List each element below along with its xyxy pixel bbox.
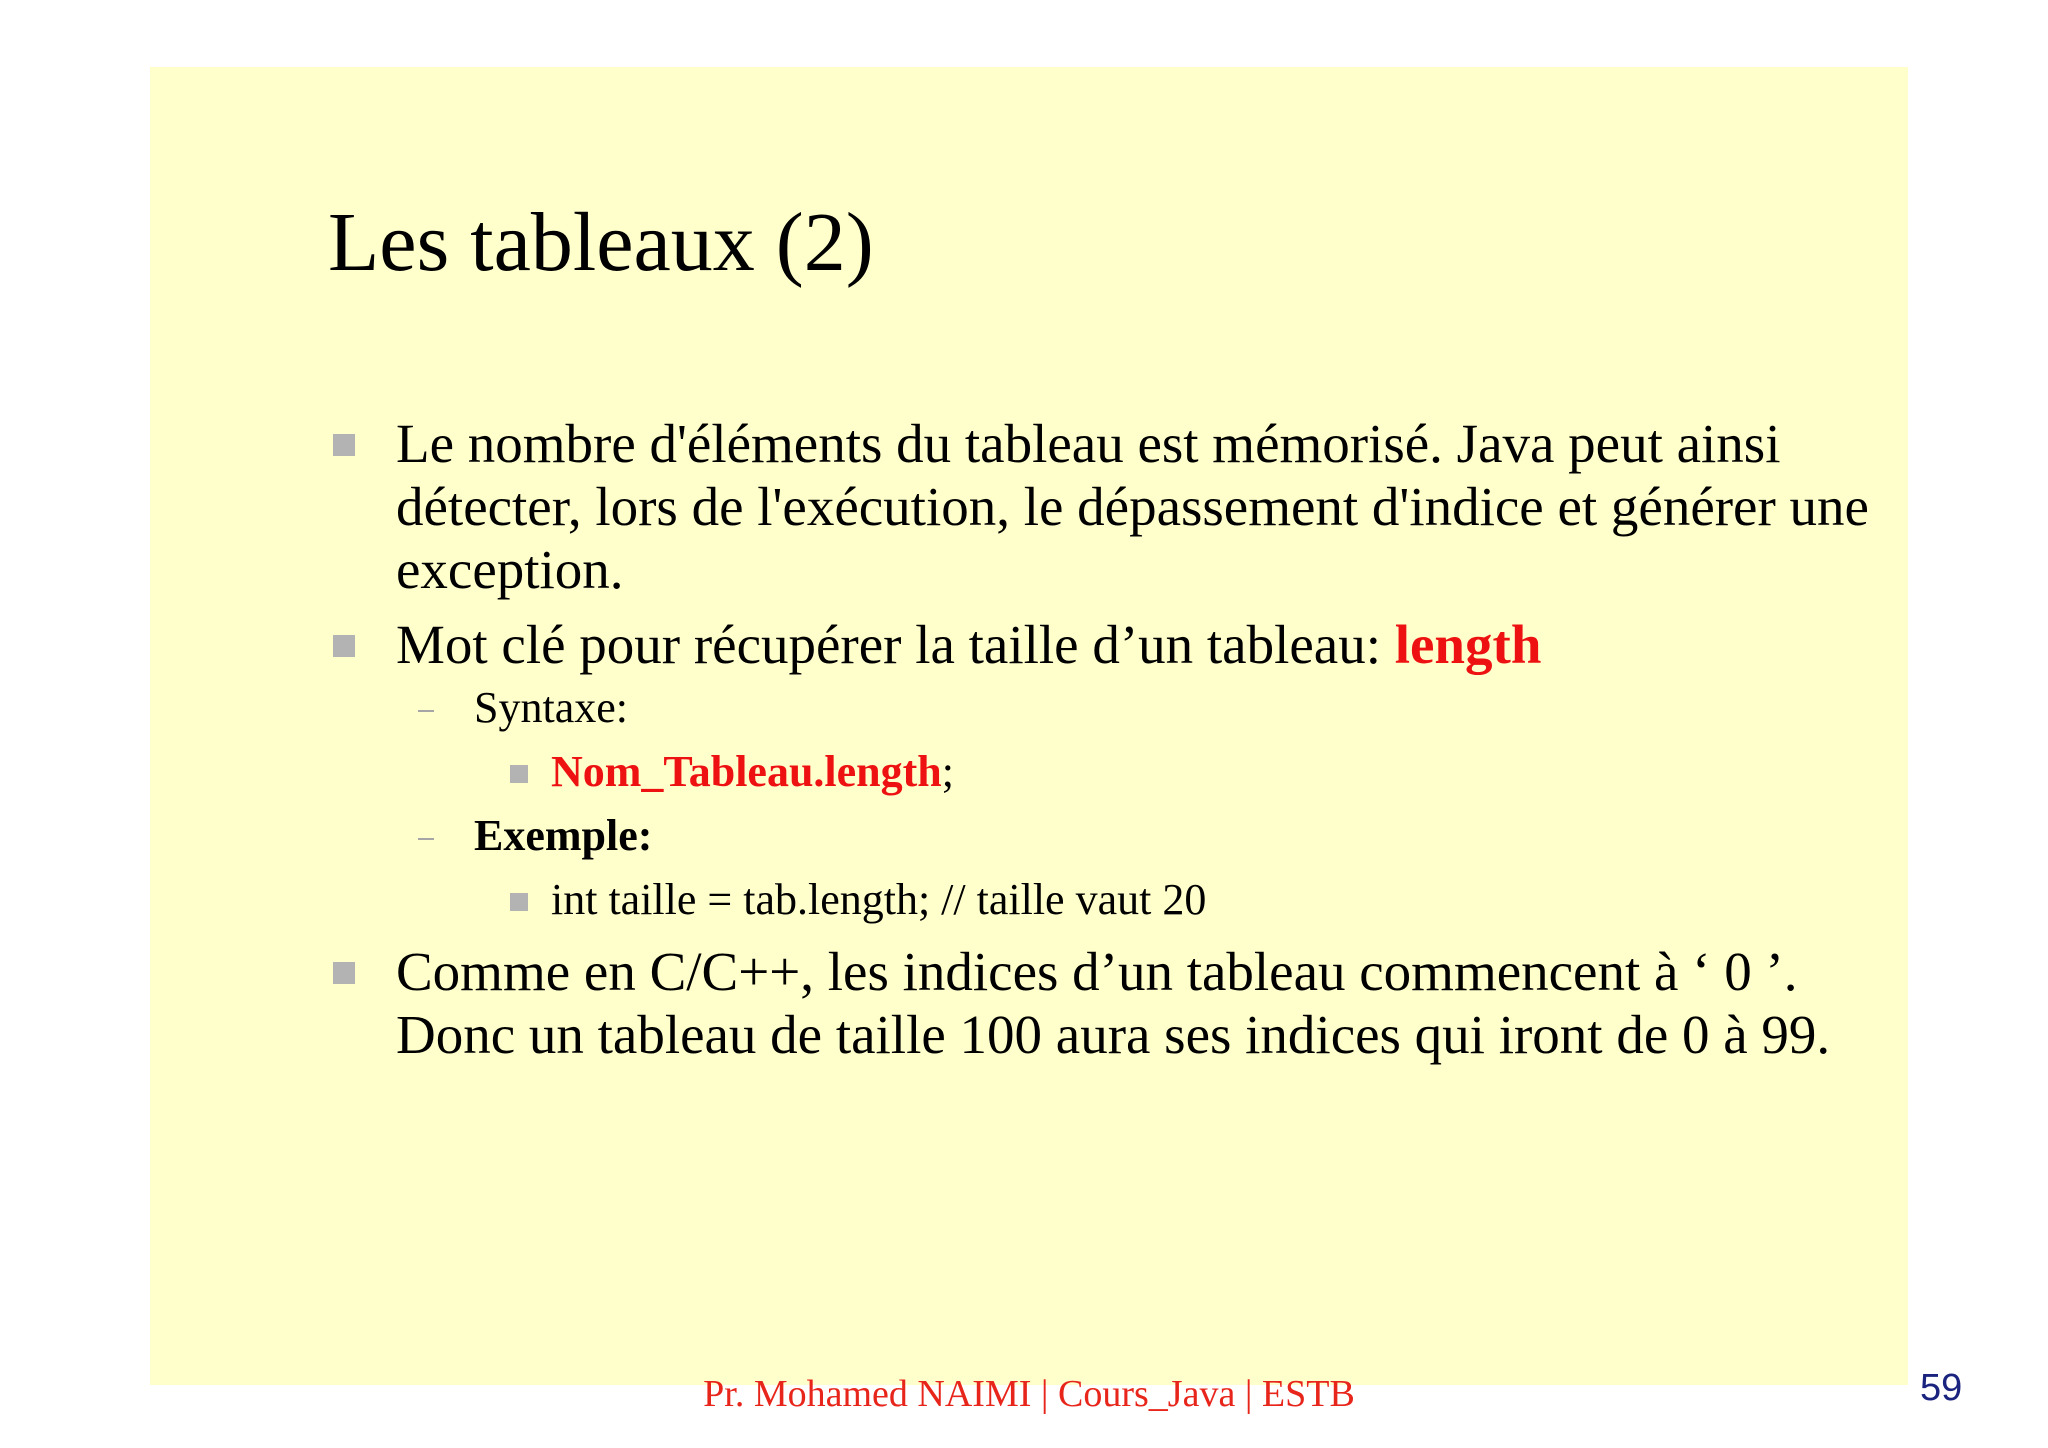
slide-footer: Pr. Mohamed NAIMI | Cours_Java | ESTB xyxy=(703,1373,1355,1415)
bullet-item-array-length-memorized xyxy=(330,412,1890,601)
sub-item-syntax xyxy=(330,676,1890,740)
example-code: int taille = tab.length; // taille vaut 20 xyxy=(551,875,1207,924)
dash-bullet-icon xyxy=(418,838,434,840)
syntax-label: Syntaxe: xyxy=(474,683,628,732)
syntax-code: Nom_Tableau.length xyxy=(551,747,942,796)
page-number: 59 xyxy=(1920,1367,1963,1409)
bullet-text: Comme en C/C++, les indices d’un tableau commencent à ‘ 0 ’. Donc un tableau de taille 100 aura ses indices qui iront de 0 à 99. xyxy=(396,941,1831,1065)
example-label: Exemple: xyxy=(474,811,653,860)
square-bullet-icon xyxy=(333,434,355,456)
example-code-item xyxy=(330,868,1890,932)
slide-title: Les tableaux (2) xyxy=(328,196,874,289)
bullet-item-length-keyword xyxy=(330,613,1890,676)
length-keyword: length xyxy=(1394,614,1542,675)
square-bullet-icon xyxy=(510,765,528,783)
square-bullet-icon xyxy=(510,893,528,911)
square-bullet-icon xyxy=(333,635,355,657)
bullet-text: Mot clé pour récupérer la taille d’un tableau: xyxy=(396,614,1395,675)
syntax-suffix: ; xyxy=(941,747,955,796)
bullet-item-indices-start-zero xyxy=(330,940,1890,1066)
syntax-code-item xyxy=(330,740,1890,804)
sub-item-example xyxy=(330,804,1890,868)
bullet-list xyxy=(330,412,1890,1078)
dash-bullet-icon xyxy=(418,710,434,712)
bullet-text: Le nombre d'éléments du tableau est mémorisé. Java peut ainsi détecter, lors de l'exécution, le dépassement d'indice et générer une exception. xyxy=(396,413,1869,600)
slide xyxy=(150,67,1963,1415)
square-bullet-icon xyxy=(333,962,355,984)
